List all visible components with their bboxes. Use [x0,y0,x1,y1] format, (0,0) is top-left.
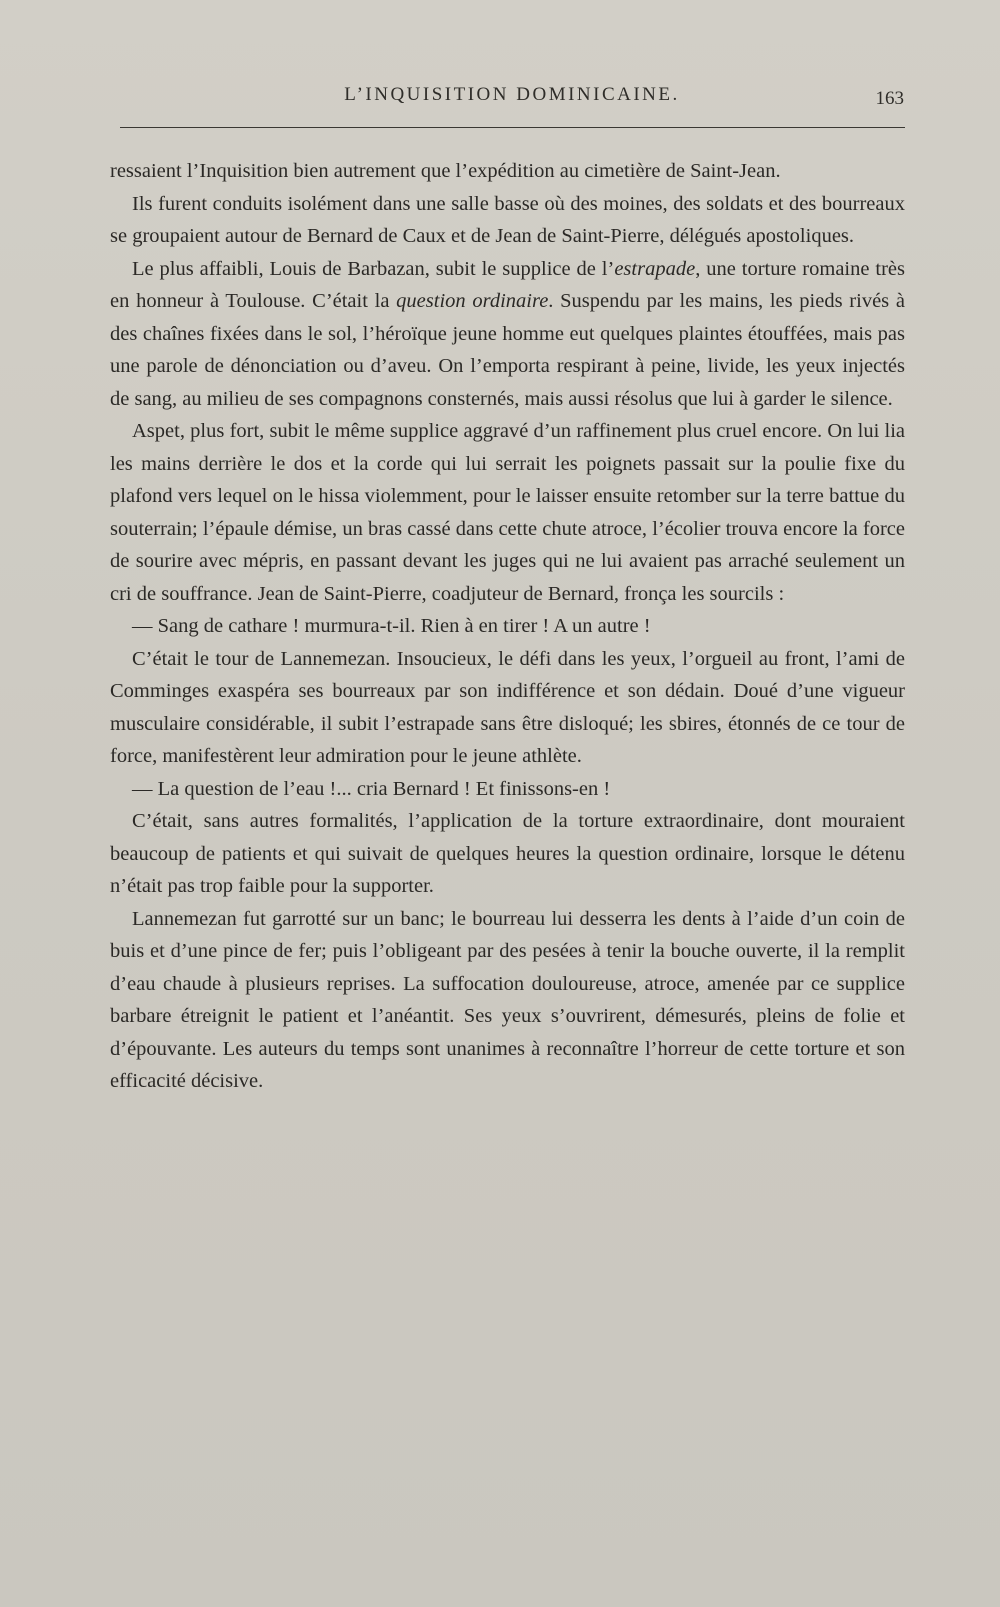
paragraph-5: C’était le tour de Lannemezan. Insoucieux, le défi dans les yeux, l’orgueil au front, l’ami de Comminges exaspéra ses bourreaux par son indifférence et son dédain. Doué d’une vigueur musculaire considérable, il subit l’estrapade sans être disloqué; les sbires, étonnés de ce tour de force, manifestèrent leur admiration pour le jeune athlète. [110,647,905,767]
page-number: 163 [875,88,904,109]
paragraph-3-text-a: Le plus affaibli, Louis de Barbazan, subit le supplice de l’ [132,257,615,280]
header-rule [120,127,905,128]
term-question-ordinaire: question ordinaire [396,290,549,312]
paragraph-3 [110,253,905,416]
running-title: L’INQUISITION DOMINICAINE. [344,84,680,105]
paragraph-3-text-c: . Suspendu par les mains, les pieds rivés à des chaînes fixées dans le sol, l’héroïque jeune homme eut quelques plaintes étouffées, mais pas une parole de dénonciation ou d’aveu. On l’emporta respirant à peine, livide, les yeux injectés de sang, au milieu de ses compagnons consternés, mais aussi résolus que lui à garder le silence. [110,290,905,410]
dialogue-line-2: — La question de l’eau !... cria Bernard ! Et finissons-en ! [132,777,611,800]
paragraph-3-text-b: , une torture romaine très en honneur à Toulouse. C’était la [110,257,905,312]
dialogue-line-1: — Sang de cathare ! murmura-t-il. Rien à en tirer ! A un autre ! [132,615,651,637]
paragraph-1: ressaient l’Inquisition bien autrement que l’expédition au cimetière de Saint-Jean. [110,160,781,182]
paragraph-7: Lannemezan fut garrotté sur un banc; le bourreau lui desserra les dents à l’aide d’un coin de buis et d’une pince de fer; puis l’obligeant par des pesées à tenir la bouche ouverte, il la remplit d’eau chaude à plusieurs reprises. La suffocation douloureuse, atroce, amenée par ce supplice barbare étreignit le patient et l’anéantit. Ses yeux s’ouvrirent, démesurés, pleins de folie et d’épouvante. Les auteurs du temps sont unanimes à reconnaître l’horreur de cette torture et son efficacité décisive. [110,907,905,1092]
page-header [120,84,904,116]
term-estrapade: estrapade [614,257,696,280]
body-text [110,155,905,1098]
paragraph-6: C’était, sans autres formalités, l’application de la torture extraordinaire, dont mouraient beaucoup de patients et qui suivait de quelques heures la question ordinaire, lorsque le détenu n’était pas trop faible pour la supporter. [110,810,905,897]
paragraph-4: Aspet, plus fort, subit le même supplice aggravé d’un raffinement plus cruel encore. On lui lia les mains derrière le dos et la corde qui lui serrait les poignets passait sur la poulie fixe du plafond vers lequel on le hissa violemment, pour le laisser ensuite retomber sur la terre battue du souterrain; l’épaule démise, un bras cassé dans cette chute atroce, l’écolier trouva encore la force de sourire avec mépris, en passant devant les juges qui ne lui avaient pas arraché seulement un cri de souffrance. Jean de Saint-Pierre, coadjuteur de Bernard, fronça les sourcils : [110,420,905,605]
paragraph-2: Ils furent conduits isolément dans une salle basse où des moines, des soldats et des bourreaux se groupaient autour de Bernard de Caux et de Jean de Saint-Pierre, délégués apostoliques. [110,192,905,247]
